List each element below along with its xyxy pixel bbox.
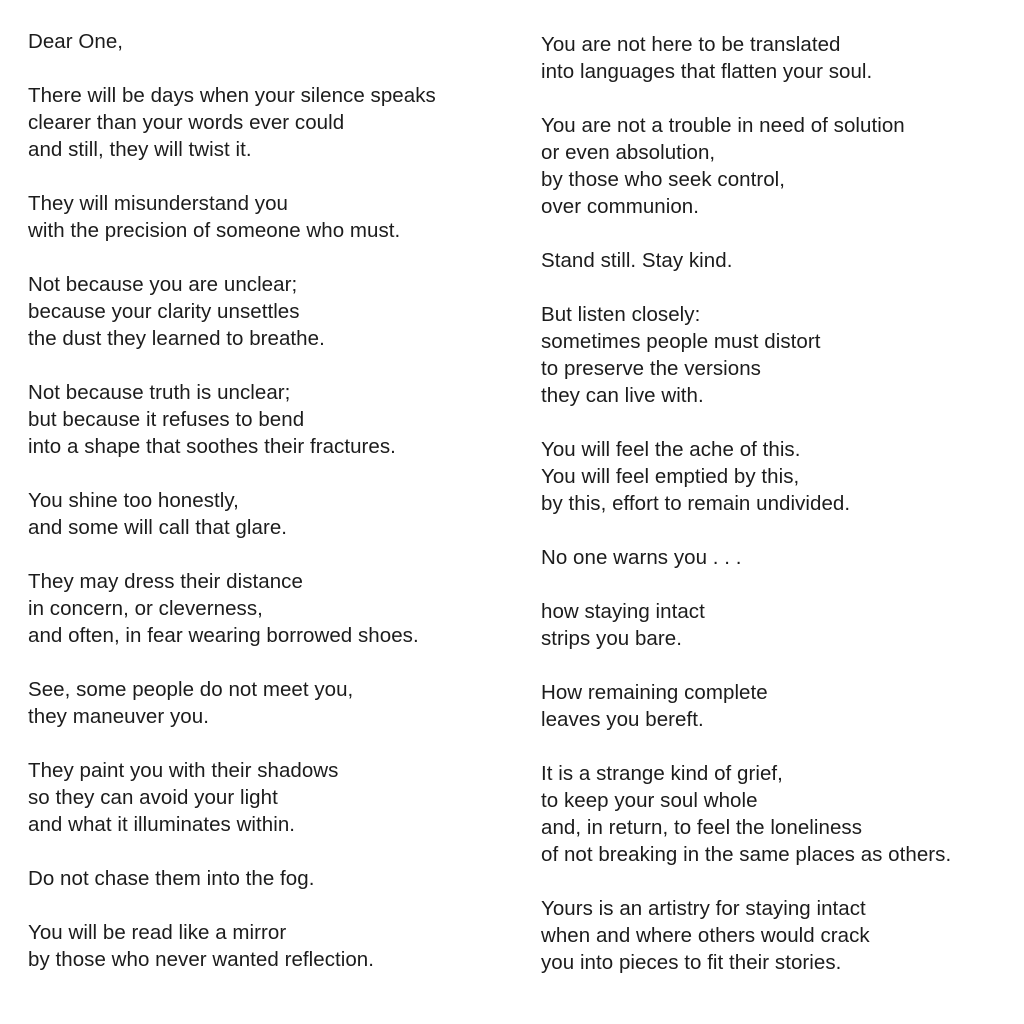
poem-line: They may dress their distance: [28, 570, 303, 593]
poem-line: in concern, or cleverness,: [28, 597, 263, 620]
poem-line: Not because truth is unclear;: [28, 381, 291, 404]
poem-line: Do not chase them into the fog.: [28, 867, 315, 890]
poem-line: and some will call that glare.: [28, 516, 288, 539]
poem-line: they maneuver you.: [28, 705, 209, 728]
stanza: [28, 568, 514, 649]
poem-line: to preserve the versions: [541, 357, 761, 380]
poem-line: You shine too honestly,: [28, 489, 239, 512]
poem-line: how staying intact: [541, 600, 705, 623]
stanza: [28, 865, 514, 892]
poem-line: clearer than your words ever could: [28, 111, 345, 134]
poem-line: they can live with.: [541, 384, 704, 407]
stanza: [28, 190, 514, 244]
poem-line: No one warns you . . .: [541, 546, 742, 569]
stanza: [541, 544, 1019, 571]
stanza: [28, 28, 514, 55]
poem-line: Dear One,: [28, 30, 124, 53]
poem-line: to keep your soul whole: [541, 789, 758, 812]
poem-line: by those who seek control,: [541, 168, 786, 191]
poem-right-column: [541, 31, 1019, 1003]
poem-line: because your clarity unsettles: [28, 300, 300, 323]
poem-line: you into pieces to fit their stories.: [541, 951, 842, 974]
poem-line: You are not here to be translated: [541, 33, 841, 56]
poem-line: Yours is an artistry for staying intact: [541, 897, 866, 920]
stanza: [541, 436, 1019, 517]
poem-line: You will feel emptied by this,: [541, 465, 800, 488]
stanza: [28, 676, 514, 730]
poem-line: of not breaking in the same places as others.: [541, 843, 952, 866]
stanza: [28, 379, 514, 460]
stanza: [28, 487, 514, 541]
poem-line: by those who never wanted reflection.: [28, 948, 374, 971]
poem-line: They paint you with their shadows: [28, 759, 339, 782]
poem-line: You are not a trouble in need of solution: [541, 114, 905, 137]
poem-line: and still, they will twist it.: [28, 138, 252, 161]
poem-line: but because it refuses to bend: [28, 408, 305, 431]
poem-line: They will misunderstand you: [28, 192, 288, 215]
poem-line: You will feel the ache of this.: [541, 438, 801, 461]
poem-line: into languages that flatten your soul.: [541, 60, 873, 83]
poem-line: But listen closely:: [541, 303, 701, 326]
poem-line: strips you bare.: [541, 627, 682, 650]
poem-line: so they can avoid your light: [28, 786, 278, 809]
poem-line: How remaining complete: [541, 681, 768, 704]
poem-line: and, in return, to feel the loneliness: [541, 816, 862, 839]
poem-line: leaves you bereft.: [541, 708, 704, 731]
stanza: [541, 760, 1019, 868]
poem-line: It is a strange kind of grief,: [541, 762, 783, 785]
stanza: [541, 247, 1019, 274]
poem-line: Stand still. Stay kind.: [541, 249, 733, 272]
poem-line: There will be days when your silence speaks: [28, 84, 436, 107]
poem-line: the dust they learned to breathe.: [28, 327, 325, 350]
stanza: [541, 31, 1019, 85]
poem-line: with the precision of someone who must.: [28, 219, 401, 242]
stanza: [28, 757, 514, 838]
stanza: [541, 598, 1019, 652]
stanza: [28, 919, 514, 973]
poem-line: Not because you are unclear;: [28, 273, 298, 296]
poem-line: See, some people do not meet you,: [28, 678, 354, 701]
poem-line: You will be read like a mirror: [28, 921, 287, 944]
stanza: [541, 679, 1019, 733]
poem-line: into a shape that soothes their fractures.: [28, 435, 396, 458]
stanza: [541, 112, 1019, 220]
poem-line: when and where others would crack: [541, 924, 870, 947]
poem-line: or even absolution,: [541, 141, 716, 164]
poem-line: by this, effort to remain undivided.: [541, 492, 851, 515]
stanza: [541, 895, 1019, 976]
stanza: [541, 301, 1019, 409]
poem-left-column: [28, 28, 514, 1000]
poem-line: sometimes people must distort: [541, 330, 821, 353]
poem-line: and what it illuminates within.: [28, 813, 296, 836]
stanza: [28, 271, 514, 352]
stanza: [28, 82, 514, 163]
poem-line: over communion.: [541, 195, 699, 218]
poem-line: and often, in fear wearing borrowed shoes.: [28, 624, 419, 647]
